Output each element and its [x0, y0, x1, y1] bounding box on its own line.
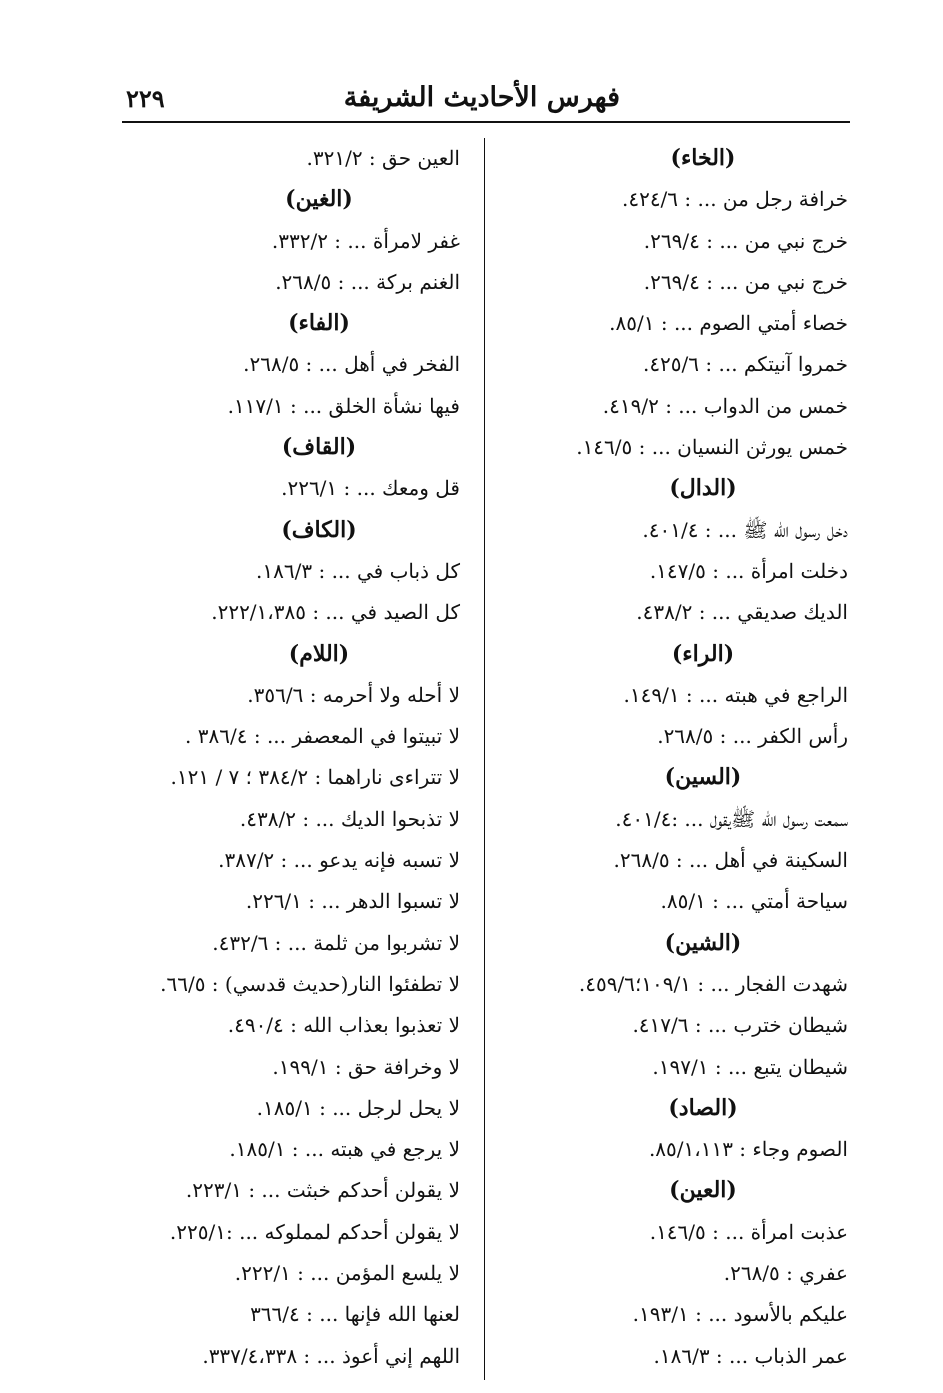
index-entry: لا تشربوا من ثلمة ... : ٤٣٢/٦. [212, 930, 460, 955]
index-entry: لا تعذبوا بعذاب الله : ٤٩٠/٤. [227, 1013, 460, 1038]
index-entry: دخلت امرأة ... : ١٤٧/٥. [649, 558, 848, 583]
section-heading: (الفاء) [288, 310, 350, 337]
index-entry: خرج نبي من ... : ٢٦٩/٤. [643, 269, 848, 294]
index-entry: الراجع في هبته ... : ١٤٩/١. [623, 682, 848, 707]
index-entry: شهدت الفجار ... : ١٠٩/١؛٤٥٩/٦. [578, 971, 848, 996]
index-entry: خمروا آنيتكم ... : ٤٢٥/٦. [642, 352, 848, 377]
index-entry: سياحة أمتي ... : ٨٥/١. [660, 889, 848, 914]
section-heading: (الخاء) [670, 145, 736, 171]
index-entry: خرج نبي من ... : ٢٦٩/٤. [643, 228, 848, 253]
index-column-right [500, 138, 848, 1377]
index-entry: الديك صديقي ... : ٤٣٨/٢. [636, 600, 848, 625]
index-entry: الغنم بركة ... : ٢٦٨/٥. [275, 269, 460, 294]
index-entry: لا أحله ولا أحرمه : ٣٥٦/٦. [247, 682, 460, 707]
header-rule [122, 121, 850, 123]
index-entry: كل الصيد في ... : ٢٢٢/١،٣٨٥. [211, 600, 460, 625]
section-heading: (القاف) [281, 434, 357, 461]
index-entry: عفري : ٢٦٨/٥. [723, 1261, 848, 1286]
index-entry: الصوم وجاء : ٨٥/١،١١٣. [648, 1137, 848, 1162]
index-entry: لعنها الله فإنها ... : ٣٦٦/٤ [250, 1302, 460, 1327]
index-entry: اللهم إني أعوذ ... : ٣٣٧/٤،٣٣٨. [202, 1343, 460, 1368]
section-heading: (اللام) [288, 640, 350, 667]
index-entry: العين حق : ٣٢١/٢. [306, 146, 460, 170]
index-entry: لا يحل لرجل ... : ١٨٥/١. [256, 1095, 460, 1120]
index-entry: شيطان يتبع ... : ١٩٧/١. [652, 1054, 848, 1079]
index-entry: قل ومعك ... : ٢٢٦/١. [281, 476, 460, 501]
section-heading: (السين) [664, 764, 742, 791]
page-title: فهرس الأحاديث الشريفة [343, 82, 620, 113]
section-heading: (الصاد) [668, 1094, 738, 1121]
index-entry: لا تسبه فإنه يدعو ... : ٣٨٧/٢. [218, 848, 460, 873]
index-entry: لا تتراءى ناراهما : ٣٨٤/٢ ؛ ٧ / ١٢١. [170, 765, 460, 790]
index-entry: عذبت امرأة ... : ١٤٦/٥. [649, 1219, 848, 1244]
index-entry: خمس من الدواب ... : ٤١٩/٢. [602, 393, 848, 418]
index-entry: خرافة رجل من ... : ٤٢٤/٦. [621, 187, 848, 212]
section-heading: (الكاف) [281, 516, 357, 543]
index-entry: لا وخرافة حق : ١٩٩/١. [272, 1054, 460, 1079]
index-entry: شيطان خترب ... : ٤١٧/٦. [632, 1013, 848, 1038]
section-heading: (الغين) [285, 186, 353, 213]
section-heading: (الدال) [669, 475, 737, 502]
index-entry: غفر لامرأة ... : ٣٣٢/٢. [271, 228, 460, 253]
page-number: ٢٢٩ [126, 84, 165, 113]
section-heading: (العين) [669, 1177, 737, 1204]
index-entry: السكينة في أهل ... : ٢٦٨/٥. [613, 848, 848, 873]
index-entry: سمعت رسول الله ﷺيقول ... :٤٠١/٤. [615, 806, 848, 831]
index-entry: لا تبيتوا في المعصفر ... : ٣٨٦/٤ . [185, 724, 460, 749]
index-entry: خصاء أمتي الصوم ... : ٨٥/١. [609, 311, 848, 336]
section-heading: (الراء) [671, 640, 735, 667]
column-divider [484, 138, 485, 1380]
index-entry: لا يقولن أحدكم لمملوكه ... :٢٢٥/١. [169, 1219, 460, 1244]
index-entry: لا يرجع في هبته ... : ١٨٥/١. [229, 1137, 460, 1162]
index-entry: لا يلسع المؤمن ... : ٢٢٢/١. [234, 1261, 460, 1286]
index-entry: لا تسبوا الدهر ... : ٢٢٦/١. [245, 889, 460, 914]
index-entry: فيها نشأة الخلق ... : ١١٧/١. [227, 393, 460, 418]
index-entry: رأس الكفر ... : ٢٦٨/٥. [657, 724, 848, 749]
index-entry: كل ذباب في ... : ١٨٦/٣. [256, 558, 460, 583]
index-entry: دخل رسول الله ﷺ ... : ٤٠١/٤. [642, 517, 848, 542]
index-entry: لا يقولن أحدكم خبثت ... : ٢٢٣/١. [185, 1178, 460, 1203]
index-entry: عمر الذباب ... : ١٨٦/٣. [653, 1343, 848, 1368]
index-entry: الفخر في أهل ... : ٢٦٨/٥. [243, 352, 460, 377]
index-entry: عليكم بالأسود ... : ١٩٣/١. [632, 1302, 848, 1327]
page-header [122, 78, 850, 122]
index-entry: لا تطفئوا النار(حديث قدسي) : ٦٦/٥. [160, 971, 460, 996]
section-heading: (الشين) [664, 929, 742, 956]
index-column-left [118, 138, 460, 1377]
index-entry: لا تذبحوا الديك ... : ٤٣٨/٢. [239, 806, 460, 831]
index-entry: خمس يورثن النسيان ... : ١٤٦/٥. [576, 435, 848, 460]
